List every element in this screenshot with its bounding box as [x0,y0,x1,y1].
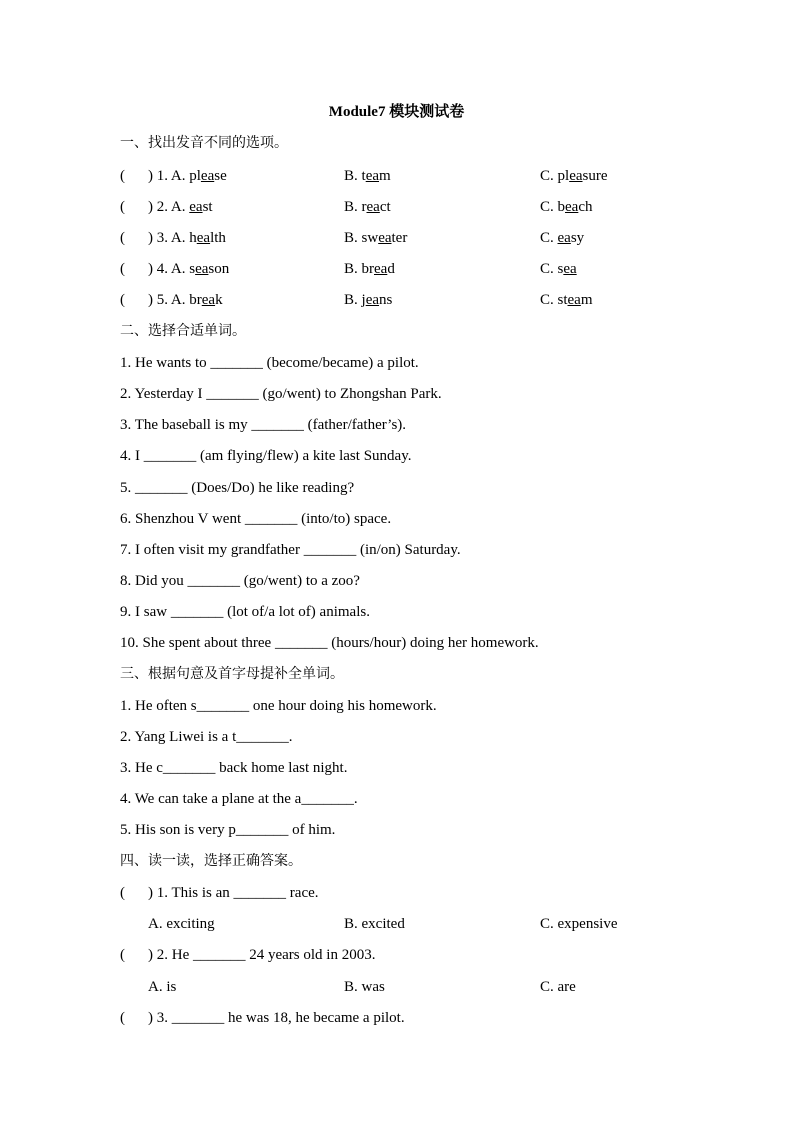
section-2-heading: 二、选择合适单词。 [120,323,246,339]
s1-q2-option-c: C. beach [540,199,593,215]
s4-question-3: ( ) 3. _______ he was 18, he became a pilot. [120,1010,405,1026]
s3-item: 1. He often s_______ one hour doing his homework. [120,698,437,714]
s2-item: 1. He wants to _______ (become/became) a pilot. [120,355,419,371]
s1-q1-option-c: C. pleasure [540,168,608,184]
section-4-heading: 四、读一读，选择正确答案。 [120,853,302,869]
s4-q1-option-a: A. exciting [148,916,215,932]
s4-q2-option-c: C. are [540,979,576,995]
s3-item: 3. He c_______ back home last night. [120,760,348,776]
s1-question-2: ( ) 2. A. east [120,199,213,215]
s1-q3-option-c: C. easy [540,230,585,246]
s4-question-2: ( ) 2. He _______ 24 years old in 2003. [120,947,376,963]
s4-q1-option-b: B. excited [344,916,405,932]
s3-item: 4. We can take a plane at the a_______. [120,791,358,807]
s1-q1-option-b: B. team [344,168,391,184]
s2-item: 3. The baseball is my _______ (father/father’s). [120,417,407,433]
s4-q2-option-a: A. is [148,979,177,995]
s2-item: 9. I saw _______ (lot of/a lot of) animals. [120,604,370,620]
s1-q4-option-b: B. bread [344,261,395,277]
section-3-heading: 三、根据句意及首字母提补全单词。 [120,666,344,682]
s2-item: 6. Shenzhou V went _______ (into/to) space. [120,511,392,527]
s1-question-5: ( ) 5. A. break [120,292,223,308]
s4-q2-option-b: B. was [344,979,385,995]
s2-item: 10. She spent about three _______ (hours/hour) doing her homework. [120,635,539,651]
s4-q1-option-c: C. expensive [540,916,618,932]
s2-item: 2. Yesterday I _______ (go/went) to Zhongshan Park. [120,386,442,402]
s1-q2-option-b: B. react [344,199,391,215]
s3-item: 2. Yang Liwei is a t_______. [120,729,293,745]
s1-question-3: ( ) 3. A. health [120,230,226,246]
s1-q5-option-b: B. jeans [344,292,393,308]
s1-q3-option-b: B. sweater [344,230,408,246]
section-1-heading: 一、找出发音不同的选项。 [120,135,288,151]
s1-q5-option-c: C. steam [540,292,593,308]
s1-question-4: ( ) 4. A. season [120,261,230,277]
s3-item: 5. His son is very p_______ of him. [120,822,336,838]
s4-question-1: ( ) 1. This is an _______ race. [120,885,319,901]
page-title: Module7 模块测试卷 [328,104,465,120]
s1-q4-option-c: C. sea [540,261,577,277]
s2-item: 4. I _______ (am flying/flew) a kite last Sunday. [120,448,412,464]
s2-item: 7. I often visit my grandfather _______ (in/on) Saturday. [120,542,461,558]
s2-item: 8. Did you _______ (go/went) to a zoo? [120,573,360,589]
s2-item: 5. _______ (Does/Do) he like reading? [120,480,355,496]
s1-question-1: ( ) 1. A. please [120,168,227,184]
